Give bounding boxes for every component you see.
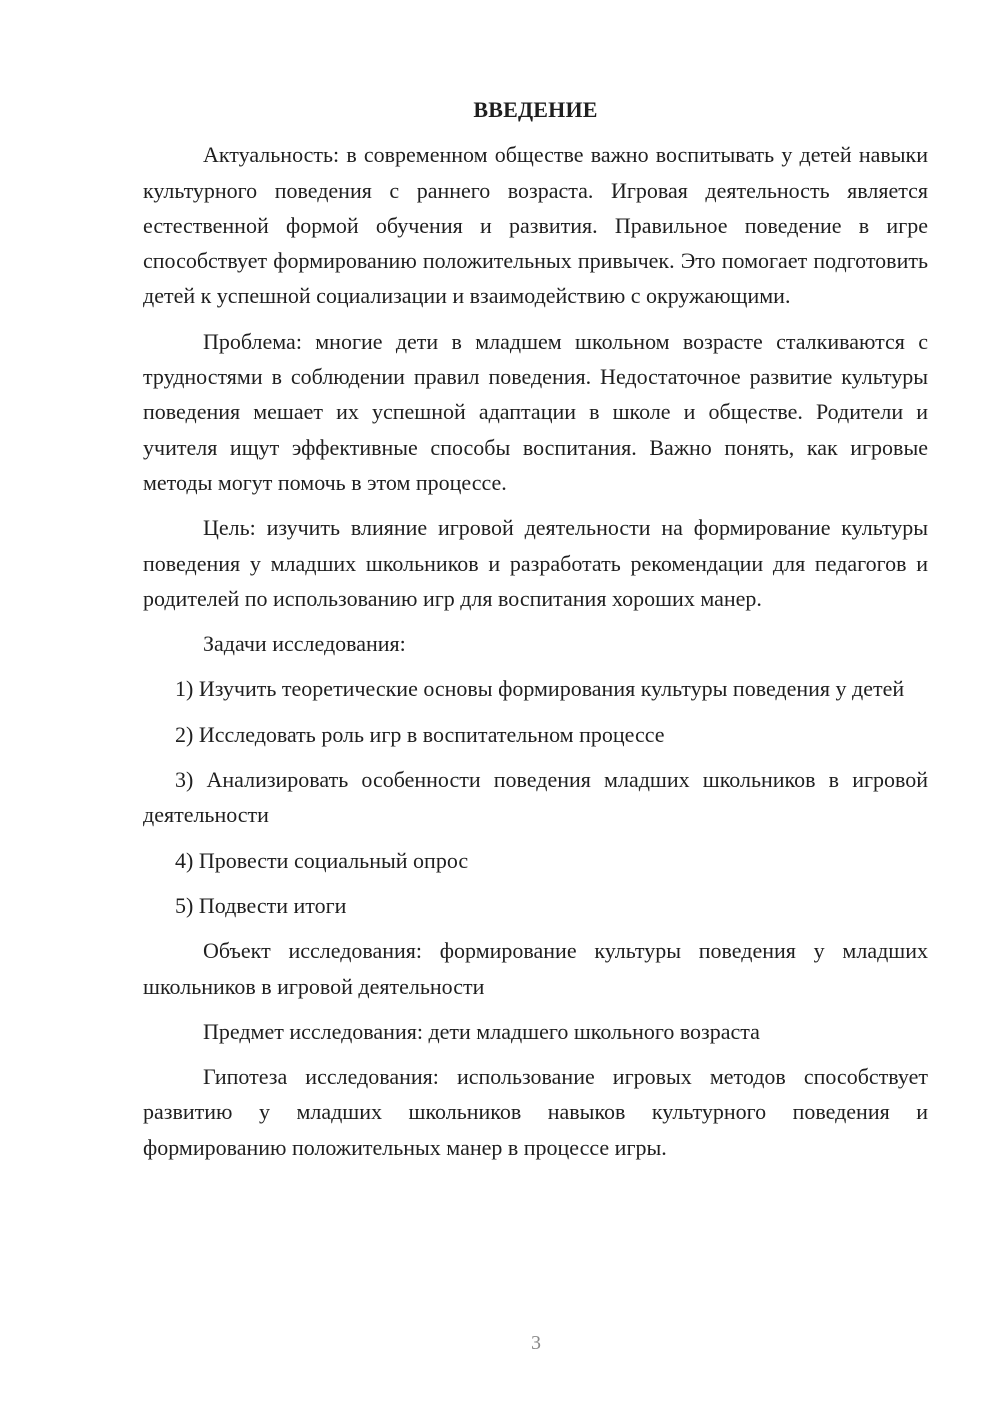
goal-paragraph: Цель: изучить влияние игровой деятельности на формирование культуры поведения у младших школьников и разработать рекомендации для педагогов и родителей по использованию игр для воспитания хороших манер. (143, 515, 928, 611)
task-item: 1) Изучить теоретические основы формирования культуры поведения у детей (175, 676, 905, 702)
task-item: 3) Анализировать особенности поведения младших школьников в игровой деятельности (143, 767, 928, 828)
task-item: 2) Исследовать роль игр в воспитательном процессе (175, 721, 665, 747)
section-title: ВВЕДЕНИЕ (473, 97, 598, 122)
document-body (143, 92, 928, 1175)
relevance-paragraph: Актуальность: в современном обществе важно воспитывать у детей навыки культурного поведения с раннего возраста. Игровая деятельность является естественной формой обучения и развития. Правильное поведение в игре способствует формированию положительных привычек. Это помогает подготовить детей к успешной социализации и взаимодействию с окружающими. (143, 142, 928, 309)
object-paragraph: Объект исследования: формирование культуры поведения у младших школьников в игровой деятельности (143, 938, 928, 999)
problem-paragraph: Проблема: многие дети в младшем школьном возрасте сталкиваются с трудностями в соблюдении правил поведения. Недостаточное развитие культуры поведения мешает их успешной адаптации в школе и обществе. Родители и учителя ищут эффективные способы воспитания. Важно понять, как игровые методы могут помочь в этом процессе. (143, 328, 928, 495)
task-item: 5) Подвести итоги (175, 892, 347, 918)
task-item: 4) Провести социальный опрос (175, 847, 469, 873)
tasks-heading: Задачи исследования: (203, 631, 406, 657)
hypothesis-paragraph: Гипотеза исследования: использование игровых методов способствует развитию у младших школьников навыков культурного поведения и формированию положительных манер в процессе игры. (143, 1064, 928, 1160)
subject-paragraph: Предмет исследования: дети младшего школьного возраста (203, 1018, 760, 1044)
page-number: 3 (531, 1332, 541, 1354)
